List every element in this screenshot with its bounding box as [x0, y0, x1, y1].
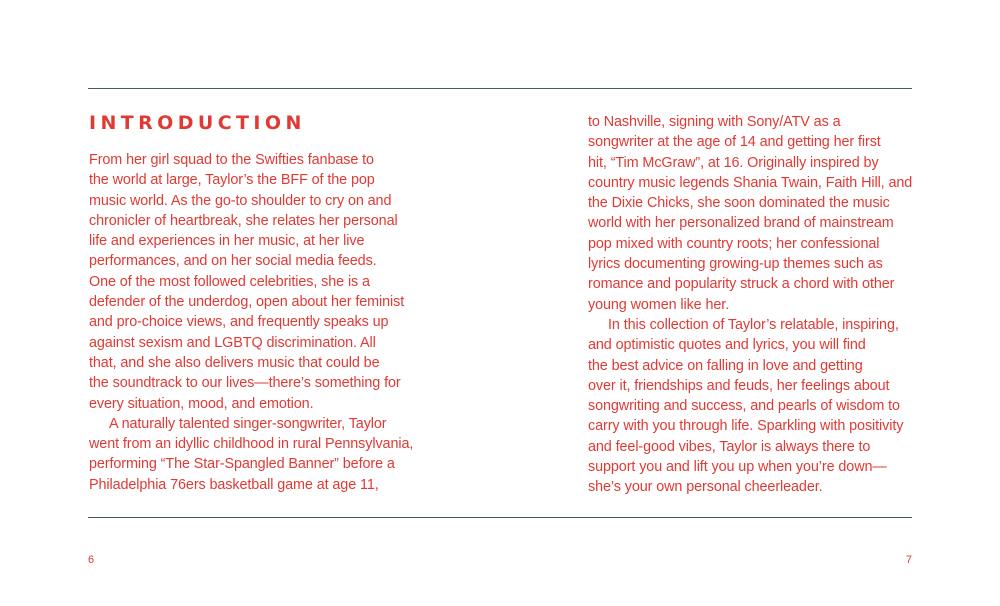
right-paragraph-1: to Nashville, signing with Sony/ATV as a songwriter at the age of 14 and getting her first hit, “Tim McGraw”, at 16. Originally inspired by country music legends Shania Twain, Faith Hill, and the Dixie Chicks, she soon dominated the music world with her personalized brand of mainstream pop mixed with country roots; her confessional lyrics documenting growing-up themes such as romance and popularity struck a chord with other young women like her. — [588, 114, 913, 313]
chapter-heading: INTRODUCTION — [89, 112, 306, 134]
right-page-column — [588, 112, 918, 498]
left-page-column — [89, 112, 419, 495]
left-paragraph-1: From her girl squad to the Swifties fanbase to the world at large, Taylor’s the BFF of the pop music world. As the go-to shoulder to cry on and chronicler of heartbreak, she relates her personal life and experiences in her music, at her live performances, and on her social media feeds. One of the most followed celebrities, she is a defender of the underdog, open about her feminist and pro-choice views, and frequently speaks up against sexism and LGBTQ discrimination. All that, and she also delivers music that could be the soundtrack to our lives—there’s something for every situation, mood, and emotion. — [89, 152, 405, 412]
bottom-rule — [88, 517, 912, 518]
right-paragraph-2: In this collection of Taylor’s relatable, inspiring, and optimistic quotes and lyrics, you will find the best advice on falling in love and getting over it, friendships and feuds, her feelings about songwriting and success, and pearls of wisdom to carry with you through life. Sparkling with positivity and feel-good vibes, Taylor is always there to support you and lift you up when you’re down— she’s your own personal cheerleader. — [588, 316, 904, 496]
top-rule — [88, 88, 912, 89]
page-number-left: 6 — [88, 554, 95, 566]
page-number-right: 7 — [905, 554, 912, 566]
left-paragraph-2: A naturally talented singer-songwriter, Taylor went from an idyllic childhood in rural Pennsylvania, performing “The Star-Spangled Banner” before a Philadelphia 76ers basketball game at age 11, — [89, 415, 414, 493]
